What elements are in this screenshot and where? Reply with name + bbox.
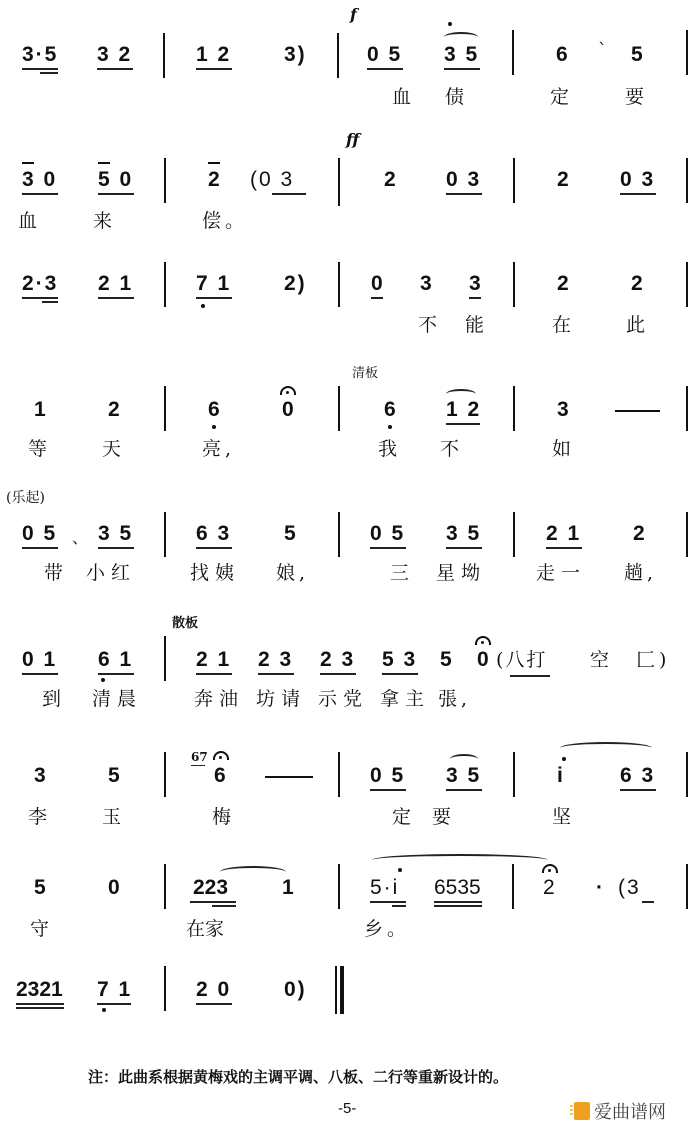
grace-notes: 67 (191, 750, 208, 764)
barline (513, 386, 515, 431)
note: 2 (384, 168, 398, 191)
barline (513, 512, 515, 557)
footnote: 注：此曲系根据黄梅戏的主调平调、八板、二行等重新设计的。 (88, 1068, 509, 1086)
music-note-icon (574, 1102, 590, 1120)
barline (686, 512, 688, 557)
barline (338, 386, 340, 431)
barline (686, 158, 688, 203)
barline (512, 864, 514, 909)
lyric: 如 (552, 438, 576, 460)
pre-mark: (乐起) (6, 490, 45, 506)
lyric: 等 (28, 438, 52, 460)
fermata-icon (542, 864, 558, 873)
watermark-text: 爱曲谱网 (594, 1102, 666, 1123)
note-group: 3) (284, 43, 307, 66)
lyric: 我 (378, 438, 402, 460)
note: 6 (208, 398, 222, 421)
percussion-pattern: (八打 (496, 649, 548, 671)
note: 5 (34, 876, 48, 899)
note: 0 (477, 648, 491, 671)
note-group: 3 5 (98, 522, 134, 545)
note: i (557, 764, 565, 787)
lyric: 不 (418, 314, 442, 336)
tempo-mark: 散板 (172, 616, 199, 631)
lyric: 要 (432, 806, 456, 828)
page-number: -5- (338, 1100, 357, 1117)
note: 2 (208, 168, 222, 191)
note: 2 (631, 272, 645, 295)
note-group: 2 0 (196, 978, 232, 1001)
extension-dash (265, 776, 313, 778)
lyric: 玉 (102, 806, 126, 828)
lyric: 定 (550, 86, 574, 108)
barline (338, 864, 340, 909)
lyric: 星 坳 (436, 562, 481, 584)
lyric: 奔 油 (194, 688, 239, 710)
barline (686, 30, 688, 75)
lyric: 能 (465, 314, 489, 336)
note-group: 0) (284, 978, 307, 1001)
barline (686, 262, 688, 307)
note-group: 0 5 (22, 522, 58, 545)
note: 0 (371, 272, 385, 295)
note-group: 0 5 (367, 43, 403, 66)
barline (164, 158, 166, 203)
lyric: 找 姨 (190, 562, 235, 584)
lyric: 不 (440, 438, 464, 460)
lyric: 娘, (276, 562, 310, 584)
note: 1 (34, 398, 48, 421)
note-group: (3 (618, 876, 641, 899)
barline (513, 262, 515, 307)
lyric: 要 (625, 86, 649, 108)
lyric: 偿。 (202, 210, 249, 232)
note-group: 2 3 (320, 648, 356, 671)
lyric: 拿 主 (380, 688, 425, 710)
lyric: 此 (626, 314, 650, 336)
dynamic-fortissimo: ff (346, 130, 360, 149)
percussion-pattern: 空 (590, 649, 614, 671)
final-barline-thick (340, 966, 344, 1014)
note-group: 7 1 (196, 272, 232, 295)
barline (164, 386, 166, 431)
note: 5 (631, 43, 645, 66)
note-group: 2 1 (98, 272, 134, 295)
note: 3 (557, 398, 571, 421)
fermata-icon (213, 751, 229, 760)
note-group: 3 5 (446, 764, 482, 787)
lyric: 定 (392, 806, 416, 828)
lyric: 天 (102, 438, 126, 460)
note-group: 1 2 (446, 398, 482, 421)
lyric: 走 一 (536, 562, 581, 584)
note-group: 2·3 (22, 272, 59, 295)
note-group: 3 5 (444, 43, 480, 66)
barline (686, 752, 688, 797)
lyric: 在家 (186, 918, 225, 940)
barline (513, 752, 515, 797)
barline (164, 864, 166, 909)
lyric: 坚 (552, 806, 576, 828)
note-group: 2 1 (546, 522, 582, 545)
note-group: 3 2 (97, 43, 133, 66)
lyric: 示 党 (318, 688, 363, 710)
percussion-pattern: 匚) (636, 649, 671, 671)
barline (513, 158, 515, 203)
lyric: 守 (30, 918, 54, 940)
note-group: 223 (193, 876, 229, 899)
note-group: 7 1 (97, 978, 133, 1001)
barline (338, 752, 340, 797)
lyric: 趟, (624, 562, 658, 584)
lyric: 带 (44, 562, 68, 584)
note-group: 6535 (434, 876, 481, 899)
note-group: 2 3 (258, 648, 294, 671)
note: 2 (557, 168, 571, 191)
note: 0 (108, 876, 122, 899)
dot: · (596, 876, 605, 899)
note: 2 (633, 522, 647, 545)
lyric: 清 晨 (92, 688, 137, 710)
note-group: 6 3 (196, 522, 232, 545)
note: 0 (282, 398, 296, 421)
note-group: 1 2 (196, 43, 232, 66)
barline (163, 33, 165, 78)
barline (338, 512, 340, 557)
lyric: 李 (28, 806, 52, 828)
barline (512, 30, 514, 75)
watermark-logo (574, 1098, 666, 1124)
note-group: (0 3 (250, 168, 295, 191)
note-group: 6 3 (620, 764, 656, 787)
tempo-mark: 清板 (352, 366, 379, 381)
barline (164, 636, 166, 681)
note: 3 (420, 272, 434, 295)
lyric: 血 (392, 86, 416, 108)
lyric: 乡。 (364, 918, 411, 940)
fermata-icon (475, 636, 491, 645)
note: 6 (214, 764, 228, 787)
note: 6 (384, 398, 398, 421)
lyric: 坊 请 (256, 688, 301, 710)
barline (164, 512, 166, 557)
lyric: 到 (42, 688, 66, 710)
lyric: 三 (390, 562, 414, 584)
lyric: 债 (445, 86, 469, 108)
lyric: 在 (552, 314, 576, 336)
barline (686, 386, 688, 431)
barline (164, 262, 166, 307)
note-group: 0 3 (446, 168, 482, 191)
barline (686, 864, 688, 909)
note: 5 (440, 648, 454, 671)
barline (338, 262, 340, 307)
dynamic-forte: f (350, 5, 357, 24)
note: 1 (282, 876, 296, 899)
note-group: 0 5 (370, 764, 406, 787)
note: 6 (556, 43, 570, 66)
lyric: 亮, (202, 438, 236, 460)
fermata-icon (280, 386, 296, 395)
barline (337, 33, 339, 78)
lyric: 小 红 (86, 562, 131, 584)
note-group: 3 0 (22, 168, 58, 191)
extension-dash (615, 410, 660, 412)
note-group: 3 5 (446, 522, 482, 545)
note: 2 (557, 272, 571, 295)
barline (338, 158, 340, 206)
note-group: 5 3 (382, 648, 418, 671)
note: 5 (284, 522, 298, 545)
note: 3 (469, 272, 483, 295)
note-group: 2 1 (196, 648, 232, 671)
note-group: 2) (284, 272, 307, 295)
note: 5 (108, 764, 122, 787)
note-group: 6 1 (98, 648, 134, 671)
note-group: 3·5 (22, 43, 59, 66)
barline (164, 752, 166, 797)
note-group: 0 1 (22, 648, 58, 671)
note: 3 (34, 764, 48, 787)
final-barline (335, 966, 337, 1014)
note: 2 (543, 876, 557, 899)
note-group: 5·i (370, 876, 400, 899)
lyric: 張, (438, 688, 472, 710)
note-group: 5 0 (98, 168, 134, 191)
note: 2 (108, 398, 122, 421)
barline (164, 966, 166, 1011)
note-group: 2321 (16, 978, 63, 1001)
note-group: 0 3 (620, 168, 656, 191)
note-group: 0 5 (370, 522, 406, 545)
lyric: 梅 (212, 806, 236, 828)
lyric: 血 (18, 210, 42, 232)
lyric: 来 (93, 210, 117, 232)
